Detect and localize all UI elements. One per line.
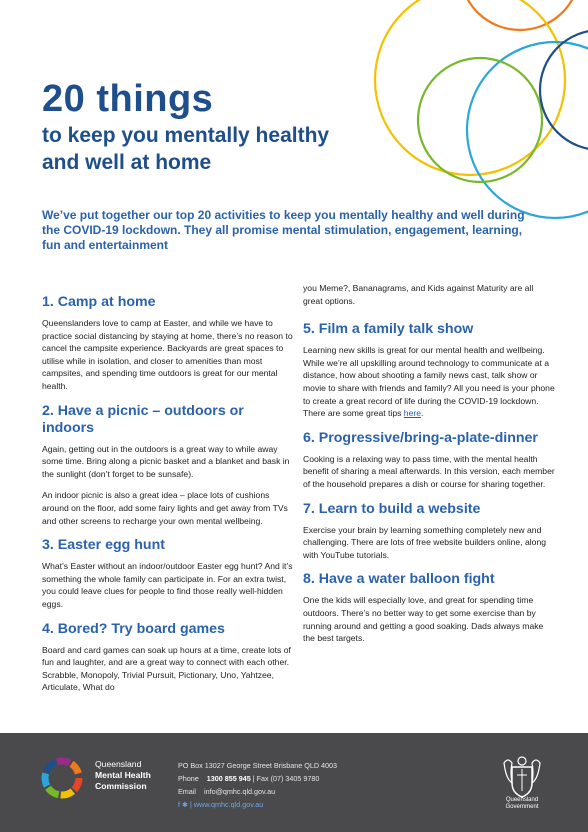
section-text: An indoor picnic is also a great idea – place lots of cushions around on the floor, add some fairy lights and get away from TVs and other screens to recharge your own mental wellbeing. xyxy=(42,490,288,526)
right-column xyxy=(303,282,555,655)
page-subtitle: to keep you mentally healthy and well at home xyxy=(42,124,330,174)
intro-text: We’ve put together our top 20 activities to keep you mentally healthy and well during the COVID-19 lockdown. They all promise mental stimulation, engagement, learning, fun and entertainment xyxy=(42,208,525,252)
section-picnic xyxy=(42,403,294,528)
footer xyxy=(0,733,588,832)
left-column xyxy=(42,294,294,704)
section-water-balloon xyxy=(303,571,555,644)
section-camp xyxy=(42,294,294,393)
section-text: Cooking is a relaxing way to pass time, with the mental health benefit of sharing a meal afterwards. In this version, each member of the household prepares a dish or course for sharing together. xyxy=(303,453,555,489)
section-text: One the kids will especially love, and great for spending time outdoors. There’s no better way to get some exercise than by running around and getting a good soaking. Dads always make the best targets. xyxy=(303,595,544,644)
social-links[interactable]: f ✱ | www.qmhc.qld.gov.au xyxy=(178,800,264,809)
phone-label: Phone xyxy=(178,774,199,783)
org-name-line: Commission xyxy=(95,781,147,791)
section-text-body: Learning new skills is great for our mental health and wellbeing. While we’re all upskilling around technology to communicate at a distance, how about shooting a family news cast, talk show or movie to share with friends and family? All you need is your phone to create a great record of life during the COVID-19 lockdown. There are some great tips xyxy=(303,345,555,419)
section-heading: 4. Bored? Try board games xyxy=(42,620,225,637)
section-heading: 3. Easter egg hunt xyxy=(42,537,165,554)
continued-text: you Meme?, Bananagrams, and Kids against Maturity are all great options. xyxy=(303,283,534,306)
fax-number: | Fax (07) 3405 9780 xyxy=(252,774,320,783)
org-name-line: Queensland xyxy=(95,759,142,769)
page-title: 20 things xyxy=(42,78,214,120)
section-board-games xyxy=(42,621,294,694)
tips-link[interactable]: here xyxy=(403,408,421,419)
section-easter-egg xyxy=(42,537,294,610)
section-heading: 6. Progressive/bring-a-plate-dinner xyxy=(303,429,538,446)
section-dinner xyxy=(303,430,555,491)
gov-wordmark xyxy=(494,797,550,811)
section-text: Again, getting out in the outdoors is a great way to while away some time. Bring along a picnic basket and a blanket and bask in the sunlight (don’t forget to be sunsafe). xyxy=(42,443,290,479)
section-talk-show xyxy=(303,321,555,420)
section-text: Learning new skills is great for our mental health and wellbeing. While we’re all upskilling around technology to communicate at a distance, how about shooting a family news cast, talk show or movie to share with friends and family? All you need is your phone to create a great record of life during the COVID-19 lockdown. There are some great tips here. xyxy=(303,345,555,419)
email-label: Email xyxy=(178,787,196,796)
org-name-line: Mental Health xyxy=(95,770,151,780)
section-text: Board and card games can soak up hours at a time, create lots of fun and laughter, and are a great way to connect with each other. Scrabble, Monopoly, Trivial Pursuit, Pictionary, Uno, Yahtzee, Articulate, What do xyxy=(42,644,291,693)
section-text: What’s Easter without an indoor/outdoor Easter egg hunt? And it’s something the whole family can participate in. For an extra twist, you could leave clues for people to find those really well-hidden eggs. xyxy=(42,561,293,609)
section-text: Exercise your brain by learning something completely new and challenging. There are lots of free website builders online, along with YouTube tutorials. xyxy=(303,524,547,560)
email-line xyxy=(178,785,337,798)
gov-wordmark-line: Government xyxy=(505,804,539,810)
section-website xyxy=(303,501,555,562)
org-name xyxy=(95,759,151,792)
phone-number: 1300 855 945 xyxy=(206,774,251,783)
section-heading: 7. Learn to build a website xyxy=(303,500,481,517)
contact-details xyxy=(178,759,337,811)
section-heading: 1. Camp at home xyxy=(42,294,156,310)
address: PO Box 13027 George Street Brisbane QLD 4003 xyxy=(178,761,338,770)
gov-wordmark-line: Queensland xyxy=(505,797,539,803)
section-text: Queenslanders love to camp at Easter, and while we have to practice social distancing by staying at home, there’s no reason to cancel the campsite experience. Backyards are great spaces to utilise while in isolation, and closer to amenities than most campsites, and spending time outdoors is great for our mental health. xyxy=(42,318,293,391)
qmhc-logo-icon xyxy=(38,754,86,802)
section-heading: 8. Have a water balloon fight xyxy=(303,571,495,588)
email-link[interactable]: info@qmhc.qld.gov.au xyxy=(203,787,276,796)
section-heading: 5. Film a family talk show xyxy=(303,321,474,338)
section-heading: 2. Have a picnic – outdoors or indoors xyxy=(42,402,244,436)
phone-line xyxy=(178,772,337,785)
